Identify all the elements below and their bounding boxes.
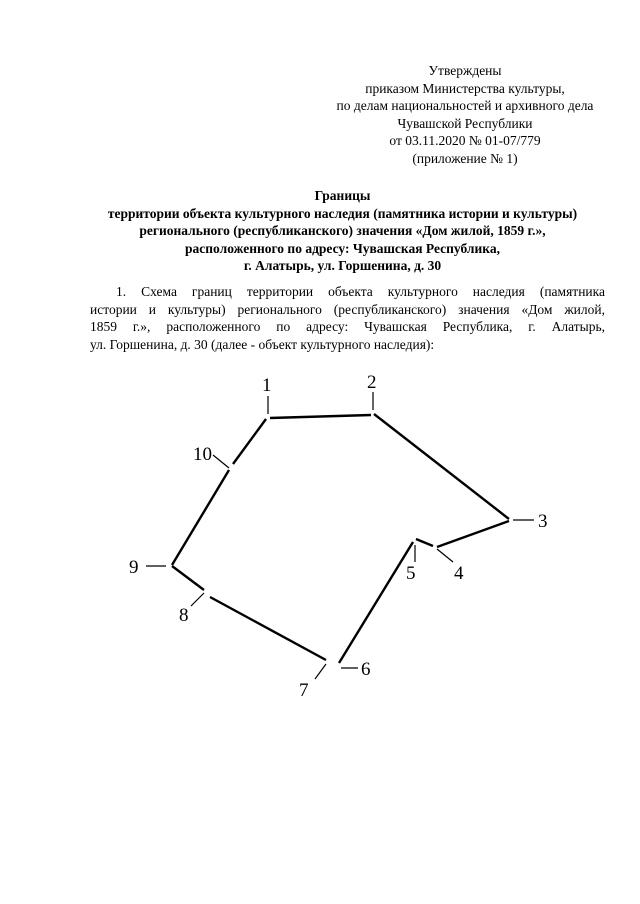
paragraph-line: ул. Горшенина, д. 30 (далее - объект культурного наследия): bbox=[90, 336, 435, 352]
boundary-segment bbox=[374, 414, 509, 519]
approval-line: Чувашской Республики bbox=[397, 115, 533, 131]
boundary-segment bbox=[437, 521, 509, 547]
approval-line: Утверждены bbox=[428, 63, 502, 78]
point-label-4: 4 bbox=[454, 563, 464, 584]
title-line: территории объекта культурного наследия (памятника истории и культуры) bbox=[107, 205, 578, 221]
boundary-segment bbox=[233, 419, 266, 464]
paragraph-line: 1859 г.», расположенного по адресу: Чувашская Республика, г. Алатырь, bbox=[90, 319, 605, 334]
point-label-1: 1 bbox=[262, 375, 272, 396]
leader-line bbox=[315, 664, 326, 679]
point-label-2: 2 bbox=[367, 372, 377, 393]
boundary-lines bbox=[172, 414, 509, 663]
boundary-segment bbox=[172, 470, 229, 565]
point-label-10: 10 bbox=[193, 444, 212, 465]
paragraph-line: истории и культуры) регионального (республиканского) значения «Дом жилой, bbox=[90, 301, 605, 317]
title-line: Границы bbox=[314, 188, 371, 203]
approval-line: (приложение № 1) bbox=[412, 150, 518, 166]
point-label-3: 3 bbox=[538, 511, 548, 532]
leader-lines bbox=[146, 392, 534, 679]
point-labels bbox=[129, 372, 548, 701]
boundary-segment bbox=[172, 566, 204, 590]
approval-line: приказом Министерства культуры, bbox=[365, 80, 565, 96]
point-label-6: 6 bbox=[361, 659, 371, 680]
boundary-segment bbox=[416, 539, 433, 546]
leader-line bbox=[213, 455, 229, 468]
point-label-8: 8 bbox=[179, 605, 189, 626]
leader-line bbox=[191, 593, 204, 606]
paragraph-line: 1. Схема границ территории объекта культурного наследия (памятника bbox=[116, 284, 605, 299]
boundary-segment bbox=[210, 597, 326, 660]
boundary-segment bbox=[339, 542, 413, 663]
leader-line bbox=[437, 549, 453, 562]
title-line: регионального (республиканского) значения «Дом жилой, 1859 г.», bbox=[139, 223, 546, 238]
point-label-7: 7 bbox=[299, 680, 309, 701]
approval-line: по делам национальностей и архивного дела bbox=[336, 98, 594, 113]
title-line: расположенного по адресу: Чувашская Республика, bbox=[185, 240, 500, 256]
approval-line: от 03.11.2020 № 01-07/779 bbox=[389, 133, 541, 148]
point-label-5: 5 bbox=[406, 563, 416, 584]
boundary-segment bbox=[270, 415, 371, 418]
title-line: г. Алатырь, ул. Горшенина, д. 30 bbox=[243, 258, 442, 273]
point-label-9: 9 bbox=[129, 557, 139, 578]
